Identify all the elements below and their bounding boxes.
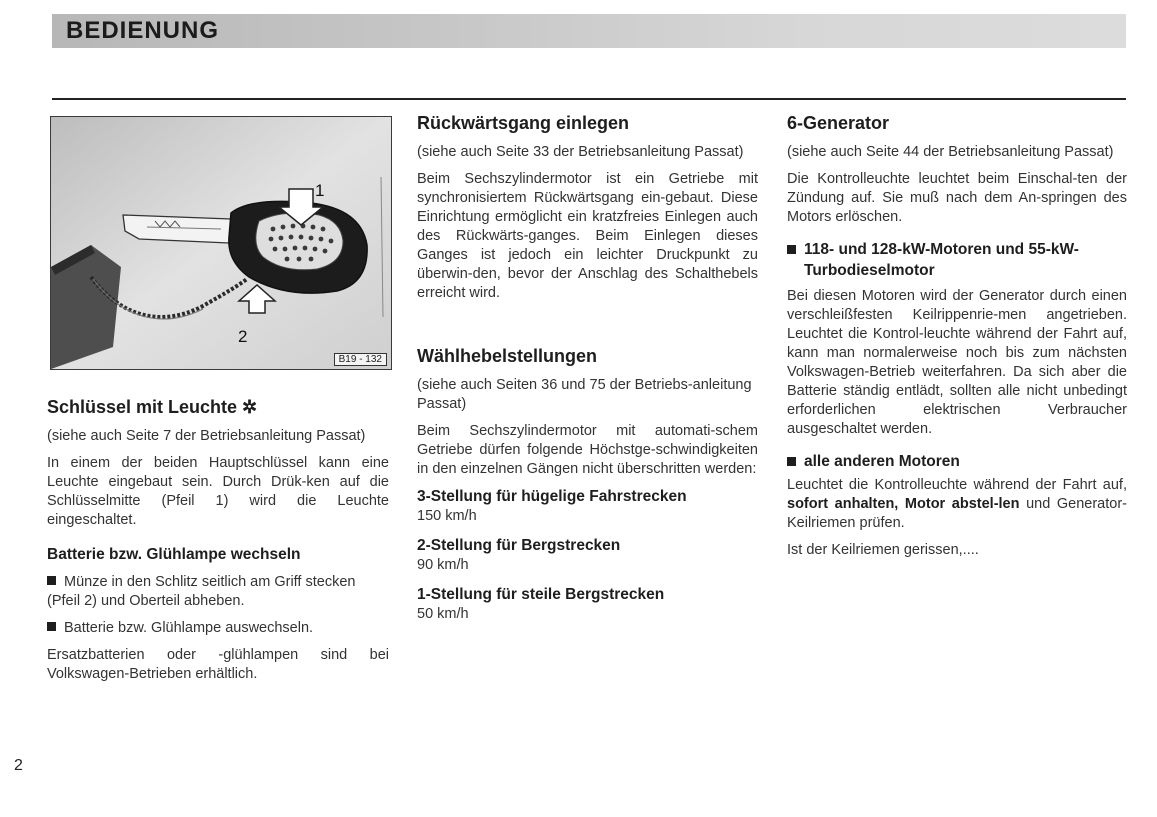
- battery-step-1: [47, 573, 389, 611]
- heading-reverse-gear: Rückwärtsgang einlegen: [417, 113, 630, 133]
- reverse-gear-text: Beim Sechszylindermotor ist ein Getriebe mit synchronisiertem Rückwärtsgang ein-gebaut. Diese Einrichtung ermöglicht ein kratzfreies Einlegen auch des Rückwärts-ganges. Beim Einlegen dieses Ganges ist jedoch ein leichter Druckpunkt zu überwin-den, bevor der Anschlag des Schalthebels erreicht wird.: [417, 171, 758, 301]
- speed-item: [417, 487, 758, 526]
- column-3: [787, 112, 1127, 568]
- belt-drive-text: Bei diesen Motoren wird der Generator durch einen verschleißfesten Keilrippenrie-men angetrieben. Leuchtet die Kontrol-leuchte während der Fahrt auf, kann man normalerweise noch bis zum nächsten Volkswagen-Betrieb weiterfahren. Da sich aber die Batterie ständig entlädt, sollten alle nicht unbedingt erforderlichen elektrischen Verbraucher ausgeschaltet werden.: [787, 288, 1127, 437]
- subheading-other-engines-text: alle anderen Motoren: [804, 453, 960, 470]
- page-number: 2: [14, 757, 23, 774]
- key-illustration: [50, 116, 392, 370]
- bullet-icon: [787, 245, 796, 254]
- header-rule: [52, 98, 1126, 100]
- subheading-other-engines: [787, 451, 1127, 472]
- key-light-text: In einem der beiden Hauptschlüssel kann eine Leuchte eingebaut sein. Durch Drük-ken auf die Schlüsselmitte (Pfeil 1) wird die Leuchte eingeschaltet.: [47, 455, 389, 528]
- figure-code: B19 - 132: [334, 353, 387, 366]
- subheading-118-128: [787, 239, 1127, 281]
- heading-generator: 6-Generator: [787, 113, 890, 133]
- callout-1: 1: [315, 181, 325, 200]
- speed-item: [417, 585, 758, 624]
- key-light-reference: (siehe auch Seite 7 der Betriebsanleitung Passat): [47, 428, 366, 444]
- battery-step-1-text: Münze in den Schlitz seitlich am Griff stecken (Pfeil 2) und Oberteil abheben.: [47, 574, 356, 609]
- selector-reference: (siehe auch Seiten 36 und 75 der Betriebs-anleitung Passat): [417, 377, 752, 412]
- battery-step-2: [47, 619, 389, 638]
- warning-text-c: und Generator-Keilriemen prüfen.: [787, 496, 1127, 531]
- belt-broken-text: Ist der Keilriemen gerissen,....: [787, 542, 979, 558]
- speed-label: 2-Stellung für Bergstrecken: [417, 537, 621, 554]
- battery-step-2-text: Batterie bzw. Glühlampe auswechseln.: [64, 620, 314, 636]
- warning-text-a: Leuchtet die Kontrolleuchte während der Fahrt auf,: [787, 477, 1127, 493]
- heading-key-light: Schlüssel mit Leuchte ✲: [47, 397, 258, 417]
- speed-label: 1-Stellung für steile Bergstrecken: [417, 586, 665, 603]
- generator-reference: (siehe auch Seite 44 der Betriebsanleitung Passat): [787, 144, 1114, 160]
- reverse-gear-reference: (siehe auch Seite 33 der Betriebsanleitung Passat): [417, 144, 744, 160]
- callout-2: 2: [238, 327, 248, 346]
- warning-text-emphasis: sofort anhalten, Motor abstel-len: [787, 496, 1020, 512]
- speed-item: [417, 536, 758, 575]
- column-2: [417, 112, 758, 630]
- subheading-118-128-text: 118- und 128-kW-Motoren und 55-kW-Turbodieselmotor: [804, 241, 1079, 279]
- key-drawing: [51, 117, 391, 369]
- selector-text: Beim Sechszylindermotor mit automati-schem Getriebe dürfen folgende Höchstge-schwindigkeiten in den einzelnen Gängen nicht überschritten werden:: [417, 423, 758, 477]
- speed-value: 90 km/h: [417, 557, 469, 573]
- bullet-icon: [47, 576, 56, 585]
- warning-text: [787, 476, 1127, 533]
- heading-battery-change: Batterie bzw. Glühlampe wechseln: [47, 546, 301, 563]
- bullet-icon: [787, 457, 796, 466]
- column-1: [47, 112, 389, 692]
- speed-value: 50 km/h: [417, 606, 469, 622]
- section-title: BEDIENUNG: [66, 17, 220, 44]
- bullet-icon: [47, 622, 56, 631]
- heading-selector-positions: Wählhebelstellungen: [417, 346, 598, 366]
- spare-battery-note: Ersatzbatterien oder -glühlampen sind bei Volkswagen-Betrieben erhältlich.: [47, 647, 389, 682]
- generator-text: Die Kontrolleuchte leuchtet beim Einschal-ten der Zündung auf. Sie muß nach dem An-springen des Motors erlöschen.: [787, 171, 1127, 225]
- speed-value: 150 km/h: [417, 508, 477, 524]
- speed-label: 3-Stellung für hügelige Fahrstrecken: [417, 488, 687, 505]
